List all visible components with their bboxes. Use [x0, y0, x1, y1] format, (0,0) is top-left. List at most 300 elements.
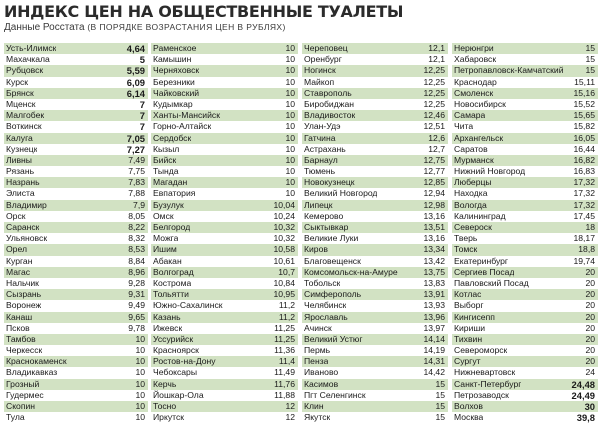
table-row: [302, 367, 448, 378]
price-value: 10: [135, 367, 145, 378]
price-column-2: [151, 43, 298, 423]
city-name: Кемерово: [304, 210, 344, 221]
price-value: 15,11: [574, 76, 595, 87]
table-row: [452, 256, 598, 267]
subtitle-source: Данные Росстата: [4, 22, 85, 33]
table-row: [151, 367, 298, 378]
city-name: Иваново: [304, 367, 339, 378]
price-value: 20: [585, 333, 595, 344]
table-row: [4, 110, 148, 121]
city-name: Комсомольск-на-Амуре: [304, 266, 398, 277]
city-name: Улан-Удэ: [304, 121, 341, 132]
price-value: 11,25: [274, 322, 295, 333]
city-name: Самара: [454, 110, 486, 121]
table-row: [452, 278, 598, 289]
city-name: Ростов-на-Дону: [153, 356, 216, 367]
price-value: 10: [285, 132, 295, 143]
table-row: [452, 300, 598, 311]
price-value: 12: [285, 412, 295, 423]
price-value: 9,49: [128, 300, 145, 311]
price-value: 9,31: [128, 289, 145, 300]
table-row: [452, 379, 598, 390]
table-row: [4, 233, 148, 244]
table-row: [302, 110, 448, 121]
price-value: 11,2: [278, 311, 295, 322]
city-name: Белгород: [153, 222, 191, 232]
table-row: [452, 110, 598, 121]
table-row: [151, 412, 298, 423]
table-row: [452, 155, 598, 166]
city-name: Петрозаводск: [454, 389, 509, 400]
table-row: [151, 144, 298, 155]
price-value: 7,88: [128, 188, 145, 199]
price-value: 24,48: [571, 378, 595, 390]
city-name: Можга: [153, 233, 179, 244]
city-name: Кызыл: [153, 143, 180, 154]
table-row: [452, 367, 598, 378]
table-row: [151, 379, 298, 390]
city-name: Канаш: [6, 311, 33, 322]
price-value: 12,75: [423, 154, 445, 165]
price-value: 30: [584, 401, 595, 412]
table-row: [302, 133, 448, 144]
city-name: Кингисепп: [454, 311, 495, 322]
table-row: [151, 211, 298, 222]
city-name: Краснодар: [454, 76, 497, 87]
table-row: [452, 323, 598, 334]
city-name: Бийск: [153, 154, 177, 165]
table-row: [151, 155, 298, 166]
table-row: [4, 256, 148, 267]
table-row: [4, 177, 148, 188]
table-row: [452, 188, 598, 199]
city-name: Вологда: [454, 199, 487, 210]
table-row: [4, 200, 148, 211]
city-name: Волгоград: [153, 266, 194, 277]
table-row: [452, 356, 598, 367]
table-row: [4, 334, 148, 345]
city-name: Тверь: [454, 233, 478, 244]
city-name: Саранск: [6, 222, 40, 232]
city-name: Астрахань: [304, 143, 346, 154]
city-name: Абакан: [153, 255, 182, 266]
table-row: [302, 312, 448, 323]
price-value: 7,9: [133, 199, 145, 210]
table-row: [151, 43, 298, 54]
price-value: 15,65: [573, 110, 595, 121]
city-name: Иркутск: [153, 412, 185, 423]
table-row: [151, 244, 298, 255]
table-row: [452, 334, 598, 345]
price-value: 10,84: [273, 277, 295, 288]
city-name: Чебоксары: [153, 367, 198, 378]
table-row: [4, 412, 148, 423]
city-name: Сергиев Посад: [454, 266, 515, 277]
table-row: [452, 133, 598, 144]
price-value: 13,34: [423, 244, 445, 255]
city-name: Касимов: [304, 378, 339, 389]
table-row: [452, 99, 598, 110]
city-name: Волхов: [454, 401, 483, 411]
city-name: Сургут: [454, 356, 481, 367]
city-name: Находка: [454, 188, 488, 199]
price-column-4: [452, 43, 598, 423]
table-row: [302, 200, 448, 211]
price-value: 18: [585, 222, 595, 232]
city-name: Рязань: [6, 166, 35, 177]
city-name: Сызрань: [6, 289, 42, 300]
table-row: [452, 121, 598, 132]
price-value: 17,32: [573, 177, 595, 188]
table-row: [452, 345, 598, 356]
city-name: Курган: [6, 255, 33, 266]
table-row: [151, 200, 298, 211]
city-name: Смоленск: [454, 87, 494, 98]
price-value: 20: [585, 311, 595, 322]
price-column-3: [302, 43, 448, 423]
city-name: Благовещенск: [304, 255, 361, 266]
price-value: 13,93: [423, 300, 445, 311]
table-row: [151, 77, 298, 88]
table-row: [4, 300, 148, 311]
city-name: Кострома: [153, 277, 192, 288]
city-name: Воткинск: [6, 121, 42, 132]
table-row: [151, 133, 298, 144]
table-row: [151, 177, 298, 188]
table-row: [4, 54, 148, 65]
price-value: 39,8: [576, 412, 595, 424]
city-name: Клин: [304, 401, 324, 411]
price-value: 6,09: [126, 76, 145, 88]
price-value: 10: [285, 188, 295, 199]
price-value: 10: [285, 110, 295, 121]
city-name: Майкоп: [304, 76, 335, 87]
table-row: [452, 65, 598, 76]
city-name: Симферополь: [304, 289, 362, 300]
table-row: [4, 144, 148, 155]
table-row: [4, 166, 148, 177]
price-value: 7,27: [126, 143, 145, 155]
city-name: Березники: [153, 76, 195, 87]
price-value: 11,25: [274, 333, 295, 344]
price-value: 8,96: [128, 266, 145, 277]
city-name: Грозный: [6, 378, 40, 389]
city-name: Сердобск: [153, 132, 192, 143]
price-value: 19,74: [573, 255, 595, 266]
table-row: [302, 166, 448, 177]
price-value: 7,05: [126, 132, 145, 144]
city-name: Павловский Посад: [454, 277, 529, 288]
table-row: [452, 177, 598, 188]
price-value: 10,7: [278, 266, 295, 277]
city-name: Ярославль: [304, 311, 348, 322]
table-row: [151, 356, 298, 367]
city-name: Тында: [153, 166, 179, 177]
city-name: Керчь: [153, 378, 177, 389]
table-row: [151, 99, 298, 110]
table-row: [302, 77, 448, 88]
table-row: [151, 390, 298, 401]
price-value: 10,24: [273, 210, 295, 221]
city-name: Бузулук: [153, 199, 184, 210]
price-value: 13,16: [423, 233, 445, 244]
table-row: [4, 345, 148, 356]
table-row: [4, 65, 148, 76]
price-value: 15: [585, 54, 595, 65]
city-name: Черняховск: [153, 65, 200, 76]
price-value: 13,75: [423, 266, 445, 277]
city-name: Владивосток: [304, 110, 356, 121]
city-name: Камышин: [153, 54, 192, 65]
table-row: [151, 345, 298, 356]
price-value: 12,25: [423, 98, 445, 109]
table-row: [4, 267, 148, 278]
table-row: [302, 222, 448, 233]
table-row: [302, 390, 448, 401]
city-name: Нижневартовск: [454, 367, 516, 378]
price-value: 14,42: [423, 367, 445, 378]
table-row: [4, 88, 148, 99]
city-name: Оренбург: [304, 54, 342, 65]
city-name: Томск: [454, 244, 478, 255]
table-row: [4, 222, 148, 233]
price-value: 6,14: [126, 87, 145, 99]
price-value: 8,53: [128, 244, 145, 255]
price-value: 10: [135, 356, 145, 367]
table-row: [302, 379, 448, 390]
city-name: Тосно: [153, 401, 177, 411]
city-name: Пенза: [304, 356, 329, 367]
table-row: [151, 65, 298, 76]
city-name: Ногинск: [304, 65, 336, 76]
table-row: [302, 177, 448, 188]
price-value: 13,42: [423, 255, 445, 266]
city-name: Казань: [153, 311, 181, 322]
table-row: [452, 401, 598, 412]
city-name: Йошкар-Ола: [153, 389, 204, 400]
price-value: 8,22: [128, 222, 145, 232]
city-name: Владикавказ: [6, 367, 58, 378]
city-name: Гудермес: [6, 389, 44, 400]
table-row: [4, 401, 148, 412]
table-row: [4, 155, 148, 166]
city-name: Ульяновск: [6, 233, 48, 244]
city-name: Элиста: [6, 188, 35, 199]
city-name: Южно-Сахалинск: [153, 300, 223, 311]
city-name: Киров: [304, 244, 328, 255]
price-value: 7,83: [128, 177, 145, 188]
table-row: [302, 65, 448, 76]
city-name: Тамбов: [6, 333, 36, 344]
city-name: Череповец: [304, 43, 348, 53]
price-value: 20: [585, 345, 595, 356]
city-name: Ханты-Мансийск: [153, 110, 220, 121]
price-value: 10: [135, 401, 145, 411]
city-name: Ачинск: [304, 322, 332, 333]
price-value: 9,28: [128, 277, 145, 288]
city-name: Тула: [6, 412, 25, 423]
city-name: Омск: [153, 210, 174, 221]
price-value: 13,97: [423, 322, 445, 333]
table-row: [4, 379, 148, 390]
price-value: 10,58: [273, 244, 295, 255]
table-row: [302, 334, 448, 345]
price-value: 14,19: [423, 345, 445, 356]
price-value: 18,17: [573, 233, 595, 244]
city-name: Кудымкар: [153, 98, 193, 109]
price-value: 10: [285, 98, 295, 109]
price-value: 11,36: [274, 345, 295, 356]
table-row: [302, 289, 448, 300]
table-row: [4, 188, 148, 199]
price-value: 7: [139, 121, 145, 133]
table-row: [452, 233, 598, 244]
table-row: [151, 334, 298, 345]
price-value: 15,52: [573, 98, 595, 109]
price-value: 10: [285, 87, 295, 98]
price-value: 7: [139, 98, 145, 110]
price-value: 12,1: [428, 43, 445, 53]
price-value: 10: [135, 333, 145, 344]
table-row: [302, 356, 448, 367]
table-row: [4, 367, 148, 378]
table-row: [302, 401, 448, 412]
price-value: 15: [585, 65, 595, 76]
table-row: [4, 211, 148, 222]
city-name: Чита: [454, 121, 474, 132]
price-value: 10,61: [273, 255, 295, 266]
table-row: [302, 88, 448, 99]
price-value: 8,05: [128, 210, 145, 221]
city-name: Мценск: [6, 98, 36, 109]
table-row: [452, 77, 598, 88]
price-value: 12,7: [428, 143, 445, 154]
table-row: [452, 144, 598, 155]
table-row: [4, 244, 148, 255]
city-name: Махачкала: [6, 54, 50, 65]
price-value: 16,83: [573, 166, 595, 177]
city-name: Нерюнгри: [454, 43, 494, 53]
table-row: [452, 412, 598, 423]
city-name: Гатчина: [304, 132, 336, 143]
price-value: 12,1: [428, 54, 445, 65]
city-name: Орел: [6, 244, 27, 255]
city-name: Псков: [6, 322, 30, 333]
table-row: [151, 110, 298, 121]
price-value: 12,77: [423, 166, 445, 177]
city-name: Тихвин: [454, 333, 483, 344]
price-value: 7,49: [128, 154, 145, 165]
price-value: 20: [585, 300, 595, 311]
price-value: 10,04: [273, 199, 295, 210]
price-value: 12,25: [423, 65, 445, 76]
price-value: 4,64: [126, 43, 145, 54]
city-name: Екатеринбург: [454, 255, 509, 266]
price-value: 10: [285, 76, 295, 87]
table-row: [151, 312, 298, 323]
price-value: 8,32: [128, 233, 145, 244]
price-value: 12,6: [428, 132, 445, 143]
city-name: Выборг: [454, 300, 484, 311]
price-value: 10: [135, 412, 145, 423]
price-value: 7,75: [128, 166, 145, 177]
table-row: [452, 312, 598, 323]
price-value: 13,16: [423, 210, 445, 221]
city-name: Усть-Илимск: [6, 43, 57, 53]
price-value: 9,78: [128, 322, 145, 333]
price-value: 12,98: [423, 199, 445, 210]
subtitle-note: (В ПОРЯДКЕ ВОЗРАСТАНИЯ ЦЕН В РУБЛЯХ): [87, 22, 286, 32]
city-name: Кузнецк: [6, 143, 38, 154]
table-row: [302, 267, 448, 278]
table-row: [4, 278, 148, 289]
city-name: Якутск: [304, 412, 331, 423]
city-name: Малгобек: [6, 110, 45, 121]
city-name: Ставрополь: [304, 87, 352, 98]
price-value: 11,88: [274, 389, 295, 400]
city-name: Калуга: [6, 132, 33, 143]
city-name: Великий Новгород: [304, 188, 378, 199]
table-row: [151, 401, 298, 412]
city-name: Пгт Селенгинск: [304, 389, 366, 400]
table-row: [452, 43, 598, 54]
city-name: Тюмень: [304, 166, 336, 177]
city-name: Ижевск: [153, 322, 183, 333]
table-row: [151, 289, 298, 300]
price-value: 14,31: [423, 356, 445, 367]
price-value: 16,05: [573, 132, 595, 143]
table-row: [151, 222, 298, 233]
city-name: Уссурийск: [153, 333, 194, 344]
price-value: 14,14: [423, 333, 445, 344]
price-value: 11,49: [274, 367, 295, 378]
chart-title: ИНДЕКС ЦЕН НА ОБЩЕСТВЕННЫЕ ТУАЛЕТЫ: [4, 2, 404, 21]
price-value: 12,25: [423, 87, 445, 98]
city-name: Котлас: [454, 289, 482, 300]
price-value: 20: [585, 289, 595, 300]
table-row: [452, 211, 598, 222]
table-row: [4, 289, 148, 300]
price-value: 20: [585, 356, 595, 367]
price-value: 12,85: [423, 177, 445, 188]
table-row: [302, 99, 448, 110]
table-row: [452, 54, 598, 65]
table-row: [452, 166, 598, 177]
price-column-1: [4, 43, 148, 423]
table-row: [452, 390, 598, 401]
price-value: 10: [285, 154, 295, 165]
table-row: [452, 222, 598, 233]
city-name: Нальчик: [6, 277, 39, 288]
table-row: [302, 233, 448, 244]
city-name: Воронеж: [6, 300, 42, 311]
city-name: Красноярск: [153, 345, 199, 356]
city-name: Саратов: [454, 143, 488, 154]
table-row: [302, 54, 448, 65]
city-name: Ишим: [153, 244, 177, 255]
price-value: 24: [585, 367, 595, 378]
price-value: 12,25: [423, 76, 445, 87]
city-name: Брянск: [6, 87, 34, 98]
price-value: 15: [435, 378, 445, 389]
city-name: Мурманск: [454, 154, 494, 165]
price-value: 5,59: [126, 65, 145, 77]
table-row: [452, 289, 598, 300]
price-value: 10: [135, 345, 145, 356]
table-row: [151, 188, 298, 199]
table-row: [151, 166, 298, 177]
city-name: Челябинск: [304, 300, 347, 311]
